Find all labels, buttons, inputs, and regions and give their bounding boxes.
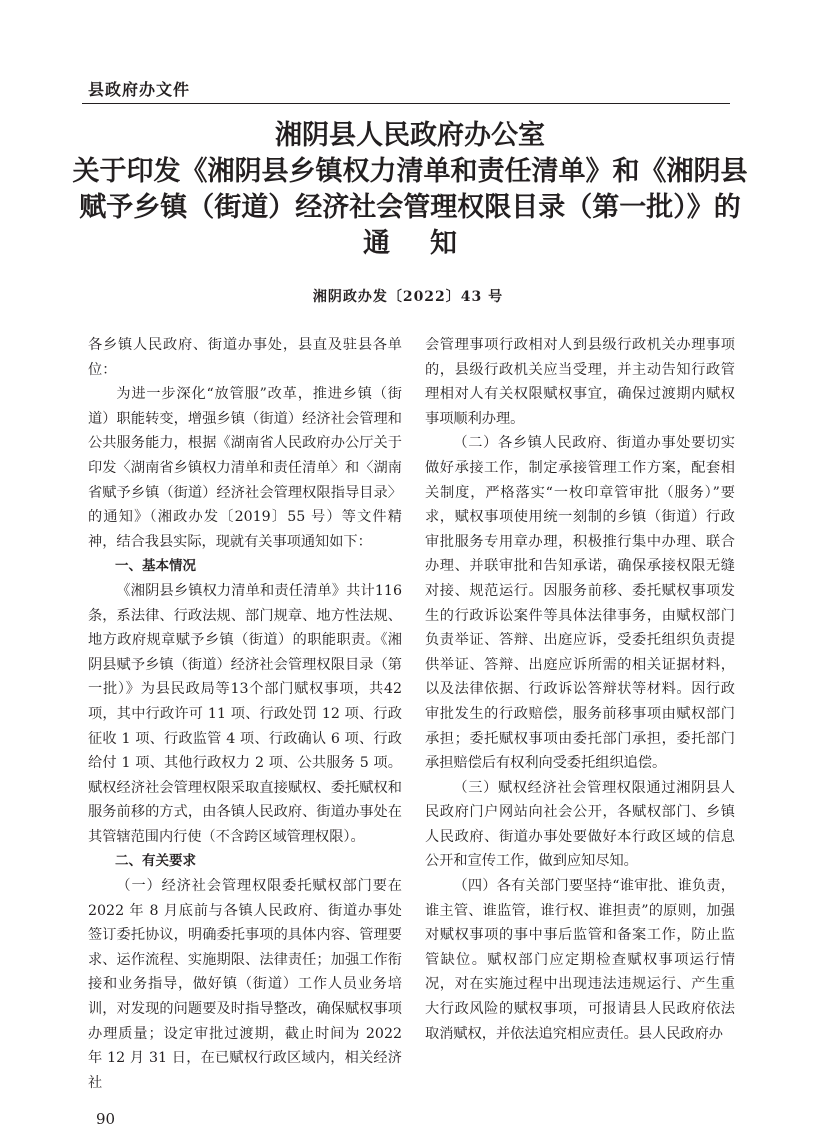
salutation: 各乡镇人民政府、街道办事处，县直及驻县各单位： [88, 337, 402, 378]
body-paragraph: 为进一步深化“放管服”改革，推进乡镇（街道）职能转变，增强乡镇（街道）经济社会管理和公共服务能力，根据《湖南省人民政府办公厅关于印发〈湖南省乡镇权力清单和责任清单〉和〈湖南省赋予乡镇（街道）经济社会管理权限指导目录〉的通知》（湘政办发〔2019〕55 号）等文件精神，结合我县实际，现就有关事项通知如下： [88, 386, 402, 550]
header-rule [82, 103, 730, 104]
left-column-wrapper [88, 333, 402, 1129]
right-column-wrapper [425, 333, 735, 1046]
title-line: 湘阴县人民政府办公室 [275, 120, 545, 151]
document-number: 湘阴政办发〔2022〕43 号 [312, 289, 504, 305]
title-line: 通知 [363, 228, 497, 259]
body-paragraph: （四）各有关部门要坚持“谁审批、谁负责，谁主管、谁监管，谁行权、谁担责”的原则，加强对赋权事项的事中事后监管和备案工作，防止监管缺位。赋权部门应定期检查赋权事项运行情况，对在实施过程中出现违法违规运行、产生重大行政风险的赋权事项，可报请县人民政府依法取消赋权，并依法追究相应责任。县人民政府办 [425, 878, 735, 1042]
page-number: 90 [96, 1110, 116, 1129]
body-paragraph: 会管理事项行政相对人到县级行政机关办理事项的，县级行政机关应当受理，并主动告知行政管理相对人有关权限赋权事宜，确保过渡期内赋权事项顺利办理。 [425, 337, 735, 427]
body-paragraph: （一）经济社会管理权限委托赋权部门要在 2022 年 8 月底前与各镇人民政府、街道办事处签订委托协议，明确委托事项的具体内容、管理要求、运作流程、实施期限、法律责任；加强工作衔接和业务指导，做好镇（街道）工作人员业务培训，对发现的问题要及时指导整改，确保赋权事项办理质量；设定审批过渡期，截止时间为 2022 年 12 月 31 日，在已赋权行政区域内，相关经济社 [88, 878, 402, 1091]
title-line: 关于印发《湘阴县乡镇权力清单和责任清单》和《湘阴县 [72, 156, 748, 187]
document-title [60, 118, 760, 262]
body-paragraph: （二）各乡镇人民政府、街道办事处要切实做好承接工作，制定承接管理工作方案，配套相关制度，严格落实“一枚印章管审批（服务）”要求，赋权事项使用统一刻制的乡镇（街道）行政审批服务专用章办理，积极推行集中办理、联合办理、并联审批和告知承诺，确保承接权限无缝对接、规范运行。因服务前移、委托赋权事项发生的行政诉讼案件等具体法律事务，由赋权部门负责举证、答辩、出庭应诉，受委托组织负责提供举证、答辩、出庭应诉所需的相关证据材料，以及法律依据、行政诉讼答辩状等材料。因行政审批发生的行政赔偿，服务前移事项由赋权部门承担；委托赋权事项由委托部门承担，委托部门承担赔偿后有权利向受委托组织追偿。 [425, 435, 735, 772]
left-column [88, 333, 402, 1095]
section-label: 县政府办文件 [88, 80, 191, 99]
right-column [425, 333, 735, 1046]
title-line: 赋予乡镇（街道）经济社会管理权限目录（第一批）》的 [79, 192, 741, 223]
section-heading: 二、有关要求 [115, 853, 196, 870]
section-heading: 一、基本情况 [115, 558, 196, 575]
body-paragraph: 《湘阴县乡镇权力清单和责任清单》共计116条，系法律、行政法规、部门规章、地方性法规、地方政府规章赋予乡镇（街道）的职能职责。《湘阴县赋予乡镇（街道）经济社会管理权限目录（第一批）》为县民政局等13个部门赋权事项，共42项，其中行政许可 11 项、行政处罚 12 项、行政征收 1 项、行政监管 4 项、行政确认 6 项、行政给付 1 项、其他行政权力 2 项、公共服务 5 项。赋权经济社会管理权限采取直接赋权、委托赋权和服务前移的方式，由各镇人民政府、街道办事处在其管辖范围内行使（不含跨区域管理权限）。 [88, 582, 402, 845]
body-paragraph: （三）赋权经济社会管理权限通过湘阴县人民政府门户网站向社会公开，各赋权部门、乡镇人民政府、街道办事处要做好本行政区域的信息公开和宣传工作，做到应知尽知。 [425, 779, 735, 870]
